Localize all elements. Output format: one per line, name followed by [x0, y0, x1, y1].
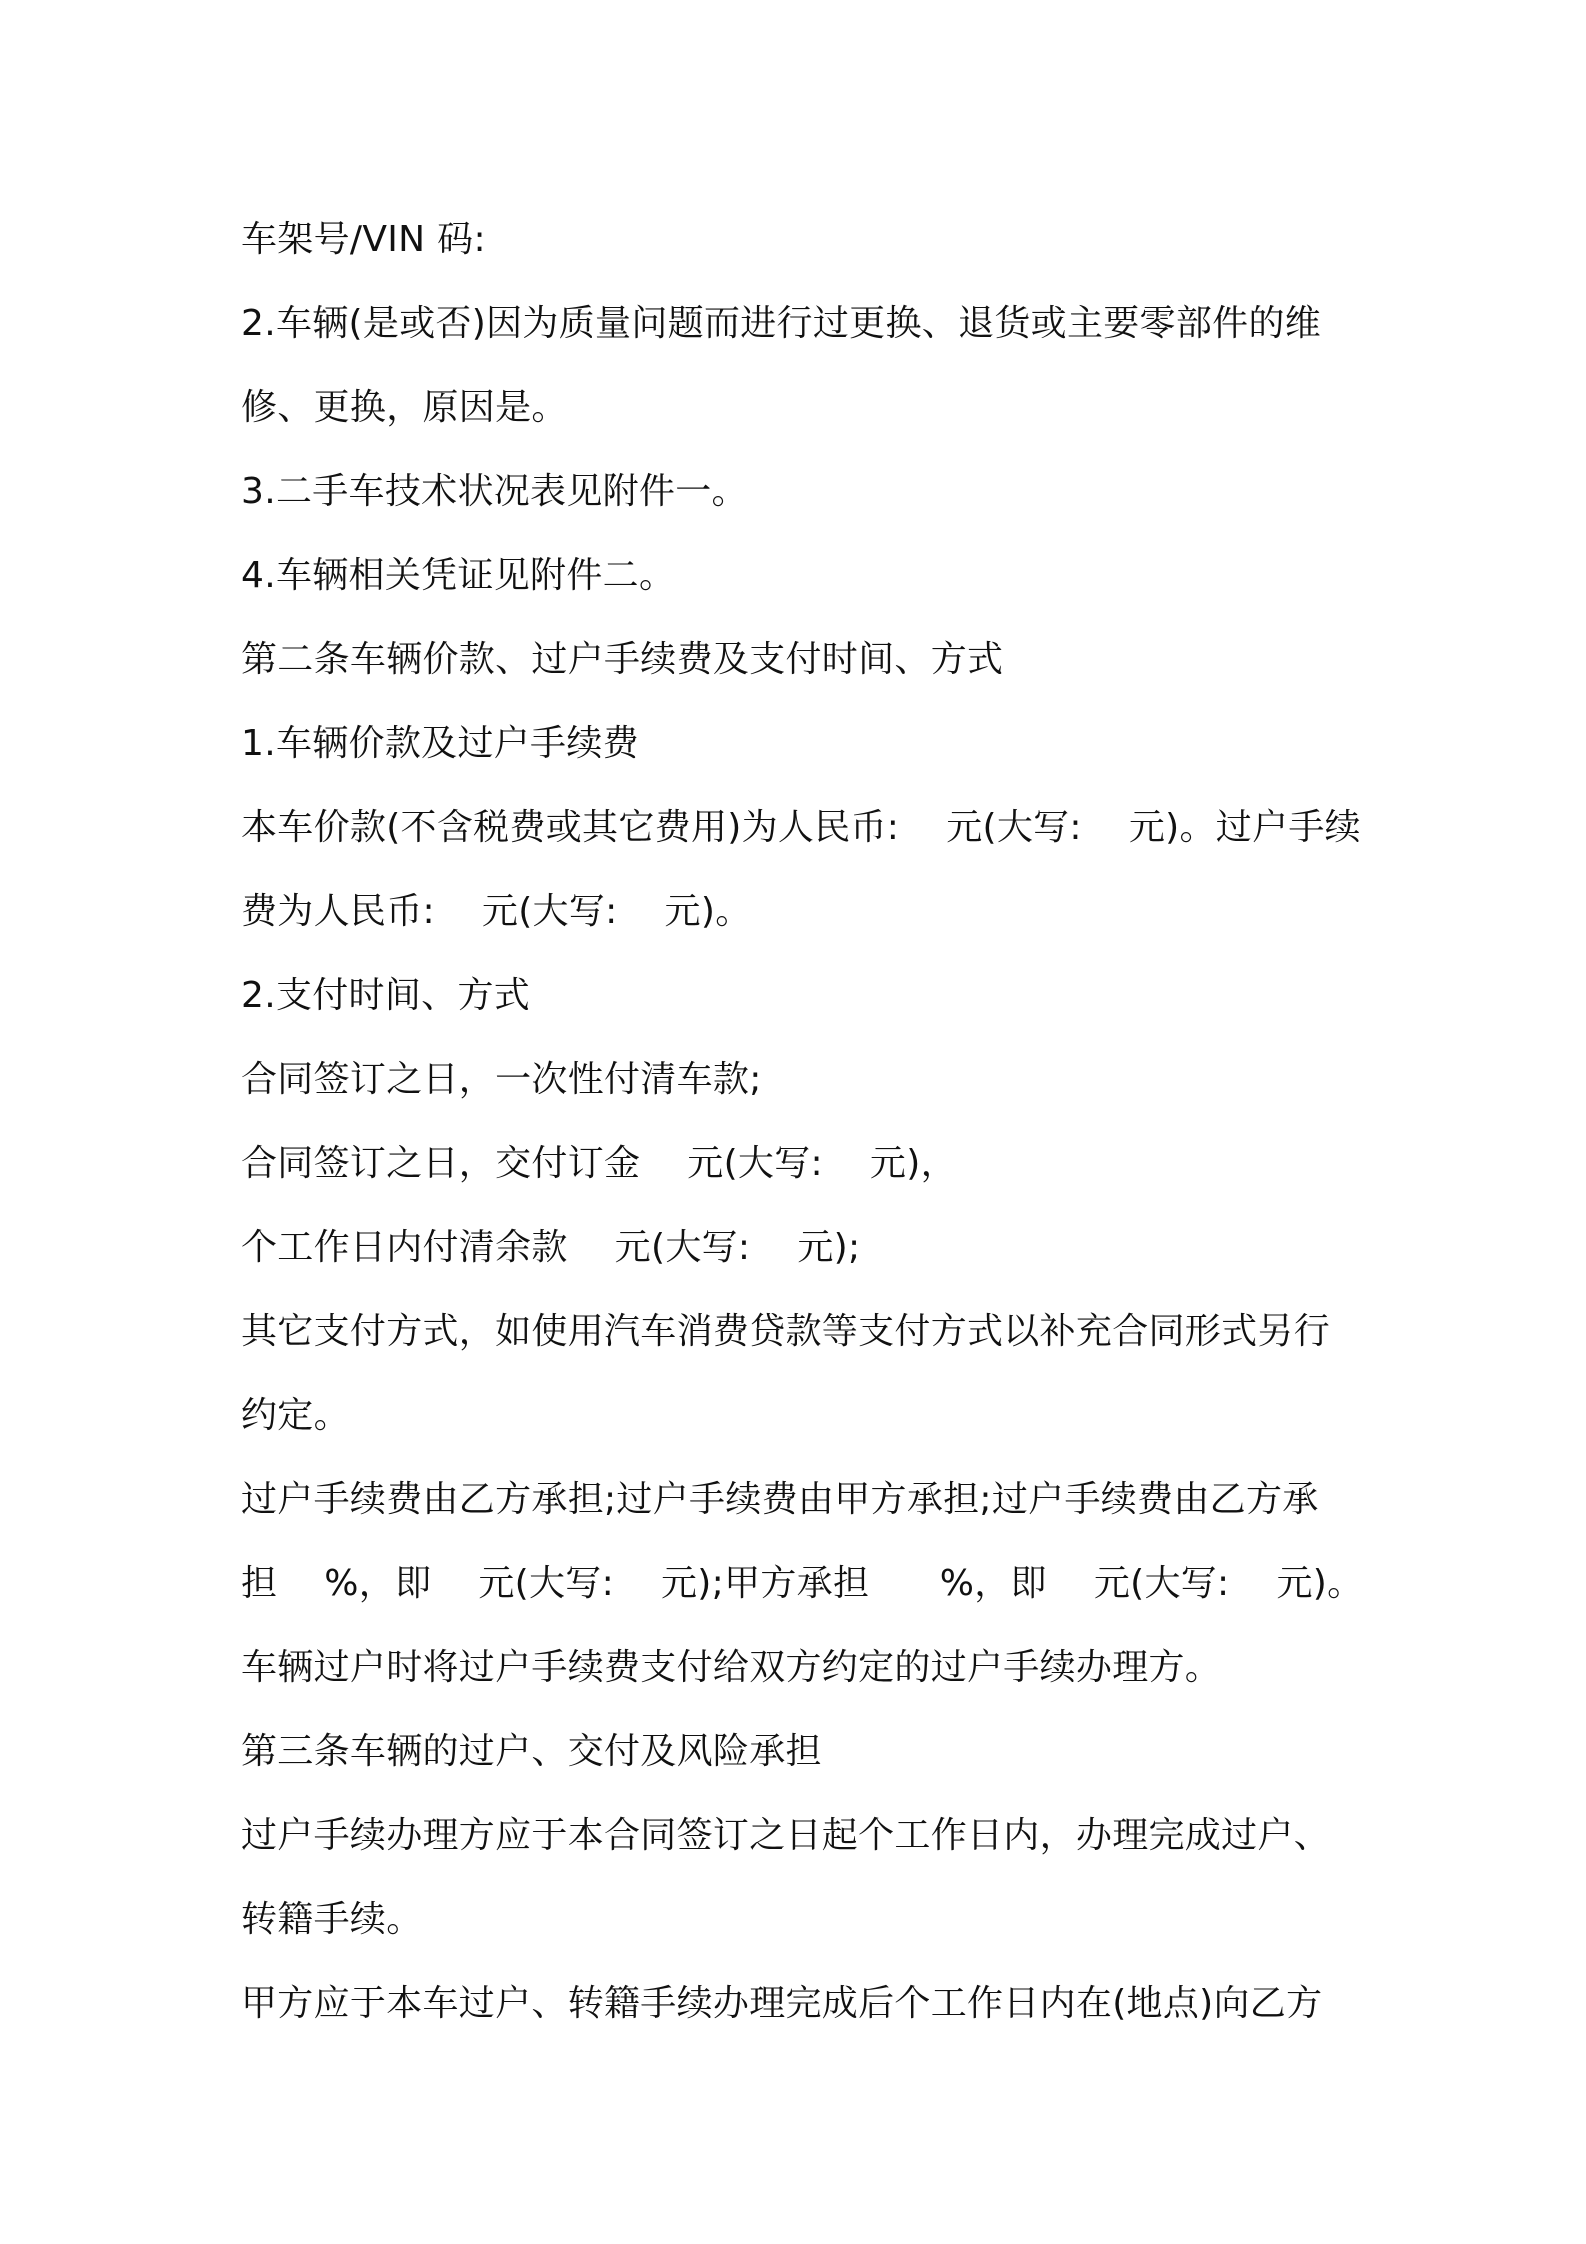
clause-line: 过户手续费由乙方承担;过户手续费由甲方承担;过户手续费由乙方承: [241, 1479, 1319, 1520]
clause-line: 合同签订之日，一次性付清车款;: [241, 1059, 762, 1100]
clause-line: 甲方应于本车过户、转籍手续办理完成后个工作日内在(地点)向乙方: [241, 1983, 1323, 2024]
clause-line: 修、更换，原因是。: [241, 387, 568, 428]
clause-line: 约定。: [241, 1395, 350, 1436]
clause-line: 3.二手车技术状况表见附件一。: [241, 471, 748, 512]
clause-line: 其它支付方式，如使用汽车消费贷款等支付方式以补充合同形式另行: [241, 1311, 1331, 1352]
subsection-heading: 2.支付时间、方式: [241, 975, 531, 1016]
document-body: [241, 198, 1364, 2046]
clause-line: 个工作日内付清余款 元(大写: 元);: [241, 1227, 861, 1268]
section-heading: 第三条车辆的过户、交付及风险承担: [241, 1731, 822, 1772]
clause-line: 担 %，即 元(大写: 元);甲方承担 %，即 元(大写: 元)。: [241, 1563, 1364, 1604]
clause-line: 过户手续办理方应于本合同签订之日起个工作日内，办理完成过户、: [241, 1815, 1331, 1856]
clause-line: 本车价款(不含税费或其它费用)为人民币: 元(大写: 元)。过户手续: [241, 807, 1361, 848]
clause-line: 4.车辆相关凭证见附件二。: [241, 555, 676, 596]
clause-line: 合同签订之日，交付订金 元(大写: 元)，: [241, 1143, 957, 1184]
clause-line: 2.车辆(是或否)因为质量问题而进行过更换、退货或主要零部件的维: [241, 303, 1322, 344]
vin-line: 车架号/VIN 码:: [241, 219, 486, 260]
clause-line: 转籍手续。: [241, 1899, 423, 1940]
clause-line: 车辆过户时将过户手续费支付给双方约定的过户手续办理方。: [241, 1647, 1222, 1688]
subsection-heading: 1.车辆价款及过户手续费: [241, 723, 639, 764]
clause-line: 费为人民币: 元(大写: 元)。: [241, 891, 752, 932]
section-heading: 第二条车辆价款、过户手续费及支付时间、方式: [241, 639, 1004, 680]
